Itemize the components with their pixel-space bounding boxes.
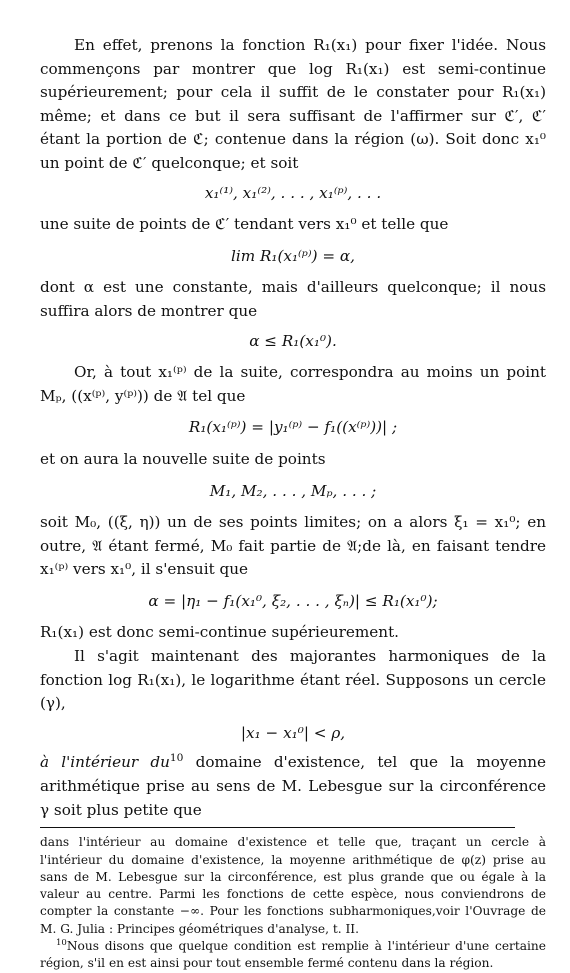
paragraph-9 [40, 751, 546, 822]
equation-points: M₁, M₂, . . . , Mₚ, . . . ; [209, 481, 377, 500]
footnote-10 [40, 938, 546, 973]
equation-inequality: α ≤ R₁(x₁⁰). [249, 331, 337, 350]
italic-phrase: à l'intérieur du [40, 753, 170, 772]
top-margin [40, 0, 546, 34]
page [40, 0, 546, 973]
equation-r1: R₁(x₁⁽ᵖ⁾) = |y₁⁽ᵖ⁾ − f₁((x⁽ᵖ⁾))| ; [188, 418, 398, 437]
footnote-ref-10: 10 [169, 751, 184, 765]
footnote-10-text: Nous disons que quelque condition est remplie à l'intérieur d'une certaine région, s'il en est ainsi pour tout ensemble fermé contenu dans la région. [40, 939, 546, 971]
paragraph-1: En effet, prenons la fonction R₁(x₁) pour fixer l'idée. Nous commençons par montrer que log R₁(x₁) est semi-continue supérieurement; pour cela il suffit de le constater pour R₁(x₁) même; et dans ce but il sera suffisant de l'affirmer sur ℭ′, ℭ′ étant la portion de ℭ; contenue dans la région (ω). Soit donc x₁⁰ un point de ℭ′ quelconque; et soit [40, 36, 546, 172]
equation-limit: lim R₁(x₁⁽ᵖ⁾) = α, [231, 246, 355, 265]
paragraph-8: Il s'agit maintenant des majorantes harmoniques de la fonction log R₁(x₁), le logarithme étant réel. Supposons un cercle (γ), [40, 647, 546, 713]
footnote-continuation: dans l'intérieur au domaine d'existence et telle que, traçant un cercle à l'intérieur du domaine d'existence, la moyenne arithmétique de φ(z) prise au sans de M. Lebesgue sur la circonférence, est plus grande que ou égale à la valeur au centre. Parmi les fonctions de cette espèce, nous conviendrons de compter la constante −∞. Pour les fonctions subharmoniques,voir l'Ouvrage de M. G. Julia : Principes géométriques d'analyse, t. II. [40, 835, 546, 936]
paragraph-9-text: domaine d'existence, tel que la moyenne arithmétique prise au sens de M. Lebesgue sur la circonférence γ soit plus petite que [40, 753, 546, 819]
paragraph-4: Or, à tout x₁⁽ᵖ⁾ de la suite, correspondra au moins un point Mₚ, ((x⁽ᵖ⁾, y⁽ᵖ⁾)) de 𝔄 tel que [40, 363, 546, 405]
footnote-rule [40, 827, 515, 828]
paragraph-6: soit M₀, ((ξ, η)) un de ses points limites; on a alors ξ₁ = x₁⁰; en outre, 𝔄 étant fermé, M₀ fait partie de 𝔄;de là, en faisant tendre x₁⁽ᵖ⁾ vers x₁⁰, il s'ensuit que [40, 513, 546, 579]
paragraph-7: R₁(x₁) est donc semi-continue supérieurement. [40, 623, 400, 642]
equation-circle: |x₁ − x₁⁰| < ρ, [240, 723, 346, 742]
paragraph-3: dont α est une constante, mais d'ailleurs quelconque; il nous suffira alors de montrer que [40, 278, 546, 320]
footnote-10-mark: 10 [56, 937, 67, 948]
paragraph-2: une suite de points de ℭ′ tendant vers x₁⁰ et telle que [40, 215, 449, 234]
paragraph-5: et on aura la nouvelle suite de points [40, 449, 326, 468]
equation-alpha: α = |η₁ − f₁(x₁⁰, ξ₂, . . . , ξₙ)| ≤ R₁(x₁⁰); [148, 591, 438, 610]
equation-sequence: x₁⁽¹⁾, x₁⁽²⁾, . . . , x₁⁽ᵖ⁾, . . . [204, 183, 382, 202]
